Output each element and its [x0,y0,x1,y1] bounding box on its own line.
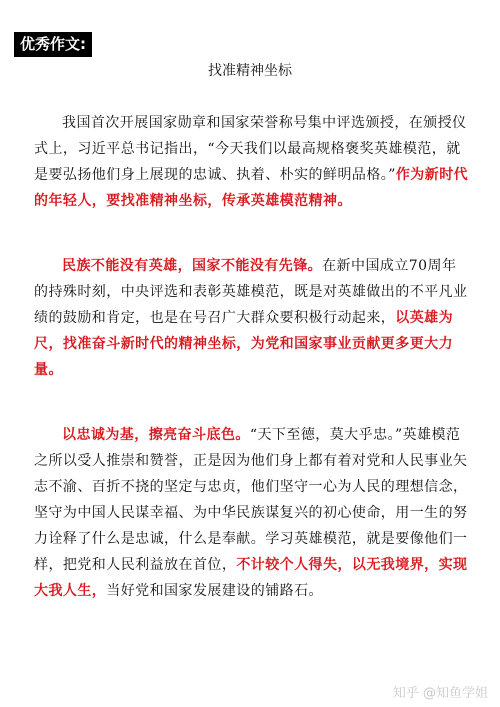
paragraph-3 [34,422,470,604]
paragraph-2-heading: 民族不能没有英雄，国家不能没有先锋。 [62,258,323,274]
essay-title: 找准精神坐标 [208,63,292,79]
paragraph-3-heading: 以忠诚为基，擦亮奋斗底色。 [62,427,250,443]
paragraph-1-highlight: 作为新时代的年轻人，要找准精神坐标，传承英雄模范精神。 [34,167,469,209]
paragraph-2-highlight: 以英雄为尺，找准奋斗新时代的精神坐标，为党和国家事业贡献更多更大力量。 [34,310,454,378]
paragraph-1 [34,110,470,214]
zhihu-watermark: 知乎 @知鱼学姐 [392,686,488,701]
paragraph-3-text: “天下至德，莫大乎忠。”英雄模范之所以受人推崇和赞誉，正是因为他们身上都有着对党和人民事业矢志不渝、百折不挠的坚定与忠贞，他们坚守一心为人民的理想信念，坚守为中国人民谋幸福、为中华民族谋复兴的初心使命，用一生的努力诠释了什么是忠诚，什么是奉献。学习英雄模范，就是要像他们一样，把党和人民利益放在首位， [34,427,468,573]
paragraph-1-text: 我国首次开展国家勋章和国家荣誉称号集中评选颁授，在颁授仪式上，习近平总书记指出，“今天我们以最高规格褒奖英雄模范，就是要弘扬他们身上展现的忠诚、执着、朴实的鲜明品格。” [34,115,467,183]
paragraph-2-text: 在新中国成立70周年的持殊时刻，中央评选和表彰英雄模范，既是对英雄做出的不平凡业绩的鼓励和肯定，也是在号召广大群众要积极行动起来， [34,258,468,326]
essay-body [34,110,470,643]
paragraph-3-ending: 当好党和国家发展建设的铺路石。 [106,583,323,599]
section-label-badge: 优秀作文: [14,32,92,57]
paragraph-2 [34,253,470,383]
paragraph-3-highlight: 不计较个人得失，以无我境界，实现大我人生， [34,557,468,599]
